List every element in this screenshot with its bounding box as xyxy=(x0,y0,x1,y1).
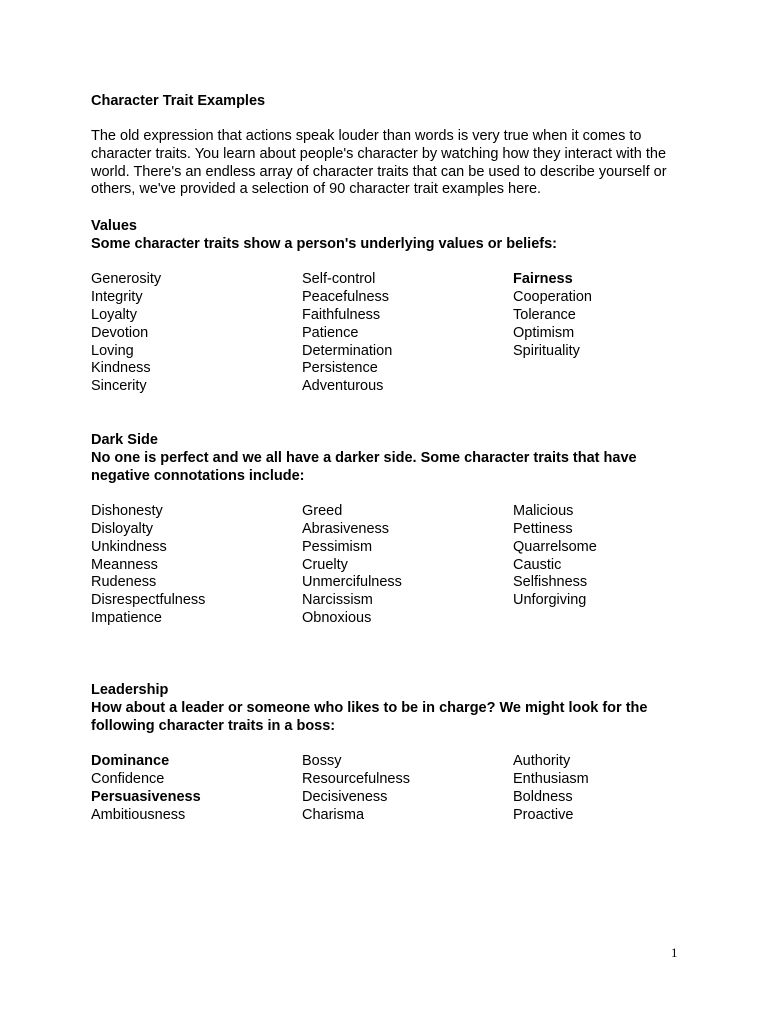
trait-item: Disrespectfulness xyxy=(91,592,206,609)
trait-item: Meanness xyxy=(91,556,158,573)
section-values xyxy=(91,218,691,396)
section-description: How about a leader or someone who likes to be in charge? We might look for the following character traits in a boss: xyxy=(91,699,648,734)
trait-item: Fairness xyxy=(513,271,573,288)
trait-item: Faithfulness xyxy=(302,306,381,323)
trait-item: Cooperation xyxy=(513,289,592,306)
trait-item: Kindness xyxy=(91,360,151,377)
trait-item: Proactive xyxy=(513,806,574,823)
trait-grid xyxy=(91,503,691,628)
trait-item: Adventurous xyxy=(302,378,384,395)
trait-item: Narcissism xyxy=(302,592,373,609)
trait-grid xyxy=(91,753,691,824)
trait-item: Patience xyxy=(302,324,359,341)
trait-item: Determination xyxy=(302,342,393,359)
trait-item: Unmercifulness xyxy=(302,574,402,591)
trait-column xyxy=(302,503,513,628)
page-number: 1 xyxy=(671,945,678,960)
trait-column xyxy=(91,503,302,628)
intro-paragraph: The old expression that actions speak louder than words is very true when it comes to character traits. You learn about people's character by watching how they interact with the world. There's an endless array of character traits that can be used to describe yourself or others, we've provided a selection of 90 character trait examples here. xyxy=(91,128,667,198)
document-title: Character Trait Examples xyxy=(91,93,266,109)
trait-column xyxy=(91,271,302,396)
trait-item: Charisma xyxy=(302,806,365,823)
trait-item: Impatience xyxy=(91,609,162,626)
trait-item: Persistence xyxy=(302,360,378,377)
trait-item: Sincerity xyxy=(91,378,147,395)
trait-column xyxy=(513,503,693,628)
trait-item: Bossy xyxy=(302,753,342,770)
trait-item: Unkindness xyxy=(91,538,167,555)
trait-item: Pettiness xyxy=(513,520,573,537)
trait-item: Decisiveness xyxy=(302,788,388,805)
trait-item: Loyalty xyxy=(91,306,137,323)
trait-item: Generosity xyxy=(91,271,162,288)
trait-item: Disloyalty xyxy=(91,520,154,537)
section-leadership xyxy=(91,682,691,824)
trait-item: Malicious xyxy=(513,503,574,520)
section-heading: Leadership xyxy=(91,682,169,698)
section-description: Some character traits show a person's underlying values or beliefs: xyxy=(91,235,557,252)
trait-item: Tolerance xyxy=(513,306,576,323)
trait-column xyxy=(513,271,693,396)
trait-item: Spirituality xyxy=(513,342,580,359)
section-heading: Dark Side xyxy=(91,432,158,448)
trait-item: Unforgiving xyxy=(513,592,587,609)
trait-item: Peacefulness xyxy=(302,289,390,306)
trait-item: Boldness xyxy=(513,788,573,805)
trait-column xyxy=(513,753,693,824)
trait-item: Greed xyxy=(302,503,343,520)
trait-item: Optimism xyxy=(513,324,575,341)
trait-item: Persuasiveness xyxy=(91,788,201,805)
trait-item: Authority xyxy=(513,753,571,770)
trait-item: Enthusiasm xyxy=(513,770,589,787)
trait-item: Abrasiveness xyxy=(302,520,390,537)
trait-item: Ambitiousness xyxy=(91,806,186,823)
trait-item: Loving xyxy=(91,342,134,359)
trait-item: Dishonesty xyxy=(91,503,163,520)
trait-item: Devotion xyxy=(91,324,149,341)
trait-item: Confidence xyxy=(91,770,165,787)
trait-column xyxy=(302,753,513,824)
trait-item: Obnoxious xyxy=(302,609,372,626)
trait-item: Quarrelsome xyxy=(513,538,597,555)
trait-item: Pessimism xyxy=(302,538,373,555)
trait-column xyxy=(302,271,513,396)
trait-item: Self-control xyxy=(302,271,376,288)
trait-grid xyxy=(91,271,691,396)
section-heading: Values xyxy=(91,218,137,234)
trait-item: Rudeness xyxy=(91,574,157,591)
trait-item: Resourcefulness xyxy=(302,770,410,787)
trait-column xyxy=(91,753,302,824)
trait-item: Cruelty xyxy=(302,556,348,573)
section-description: No one is perfect and we all have a darker side. Some character traits that have negative connotations include: xyxy=(91,449,637,484)
section-dark-side xyxy=(91,432,691,628)
trait-item: Dominance xyxy=(91,753,170,770)
trait-item: Selfishness xyxy=(513,574,588,591)
trait-item: Caustic xyxy=(513,556,562,573)
trait-item: Integrity xyxy=(91,289,143,306)
